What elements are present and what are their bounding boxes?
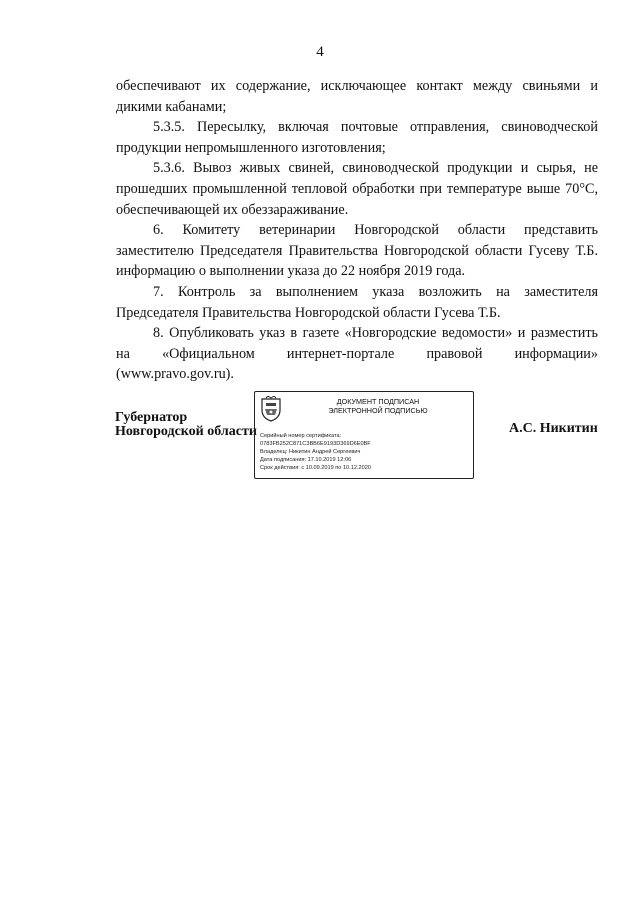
position-region: Новгородской области <box>115 424 257 439</box>
page-number: 4 <box>316 44 324 60</box>
paragraph: 7. Контроль за выполнением указа возложить на заместителя Председателя Правительства Новгородской области Гусева Т.Б. <box>116 283 598 321</box>
paragraph: обеспечивают их содержание, исключающее контакт между свиньями и дикими кабанами; <box>116 78 598 115</box>
stamp-title-line: ЭЛЕКТРОННОЙ ПОДПИСЬЮ <box>328 406 428 415</box>
paragraph: 5.3.6. Вывоз живых свиней, свиноводческой продукции и сырья, не прошедших промышленной тепловой обработки при температуре выше 70°С, обеспечивающей их обеззараживание. <box>116 160 598 218</box>
stamp-title-line: ДОКУМЕНТ ПОДПИСАН <box>336 397 420 406</box>
certificate-details <box>260 432 371 472</box>
paragraph: 8. Опубликовать указ в газете «Новгородские ведомости» и разместить на «Официальном интернет-портале правовой информации» (www.pravo.gov.ru). <box>116 325 598 383</box>
stamp-title <box>283 397 473 415</box>
certificate-owner: Владелец: Никитин Андрей Сергеевич <box>260 449 361 455</box>
validity-period: Срок действия: с 10.09.2019 по 10.12.2020 <box>260 465 371 471</box>
serial-number: 0783FB252C871C3BB6E9193D369D6E0BF <box>260 441 371 447</box>
serial-label: Серийный номер сертификата: <box>260 433 342 439</box>
coat-of-arms-icon <box>260 396 282 422</box>
paragraph: 6. Комитету ветеринарии Новгородской области представить заместителю Председателя Правительства Новгородской области Гусеву Т.Б. информацию о выполнении указа до 22 ноября 2019 года. <box>116 222 598 280</box>
signing-date: Дата подписания: 17.10.2019 12:06 <box>260 457 352 463</box>
position-title: Губернатор <box>115 410 188 425</box>
document-body <box>116 76 598 385</box>
electronic-signature-stamp <box>254 391 474 479</box>
signatory-position <box>115 411 257 439</box>
paragraph: 5.3.5. Пересылку, включая почтовые отправления, свиноводческой продукции непромышленного изготовления; <box>116 119 598 156</box>
signatory-name: А.С. Никитин <box>509 421 598 436</box>
